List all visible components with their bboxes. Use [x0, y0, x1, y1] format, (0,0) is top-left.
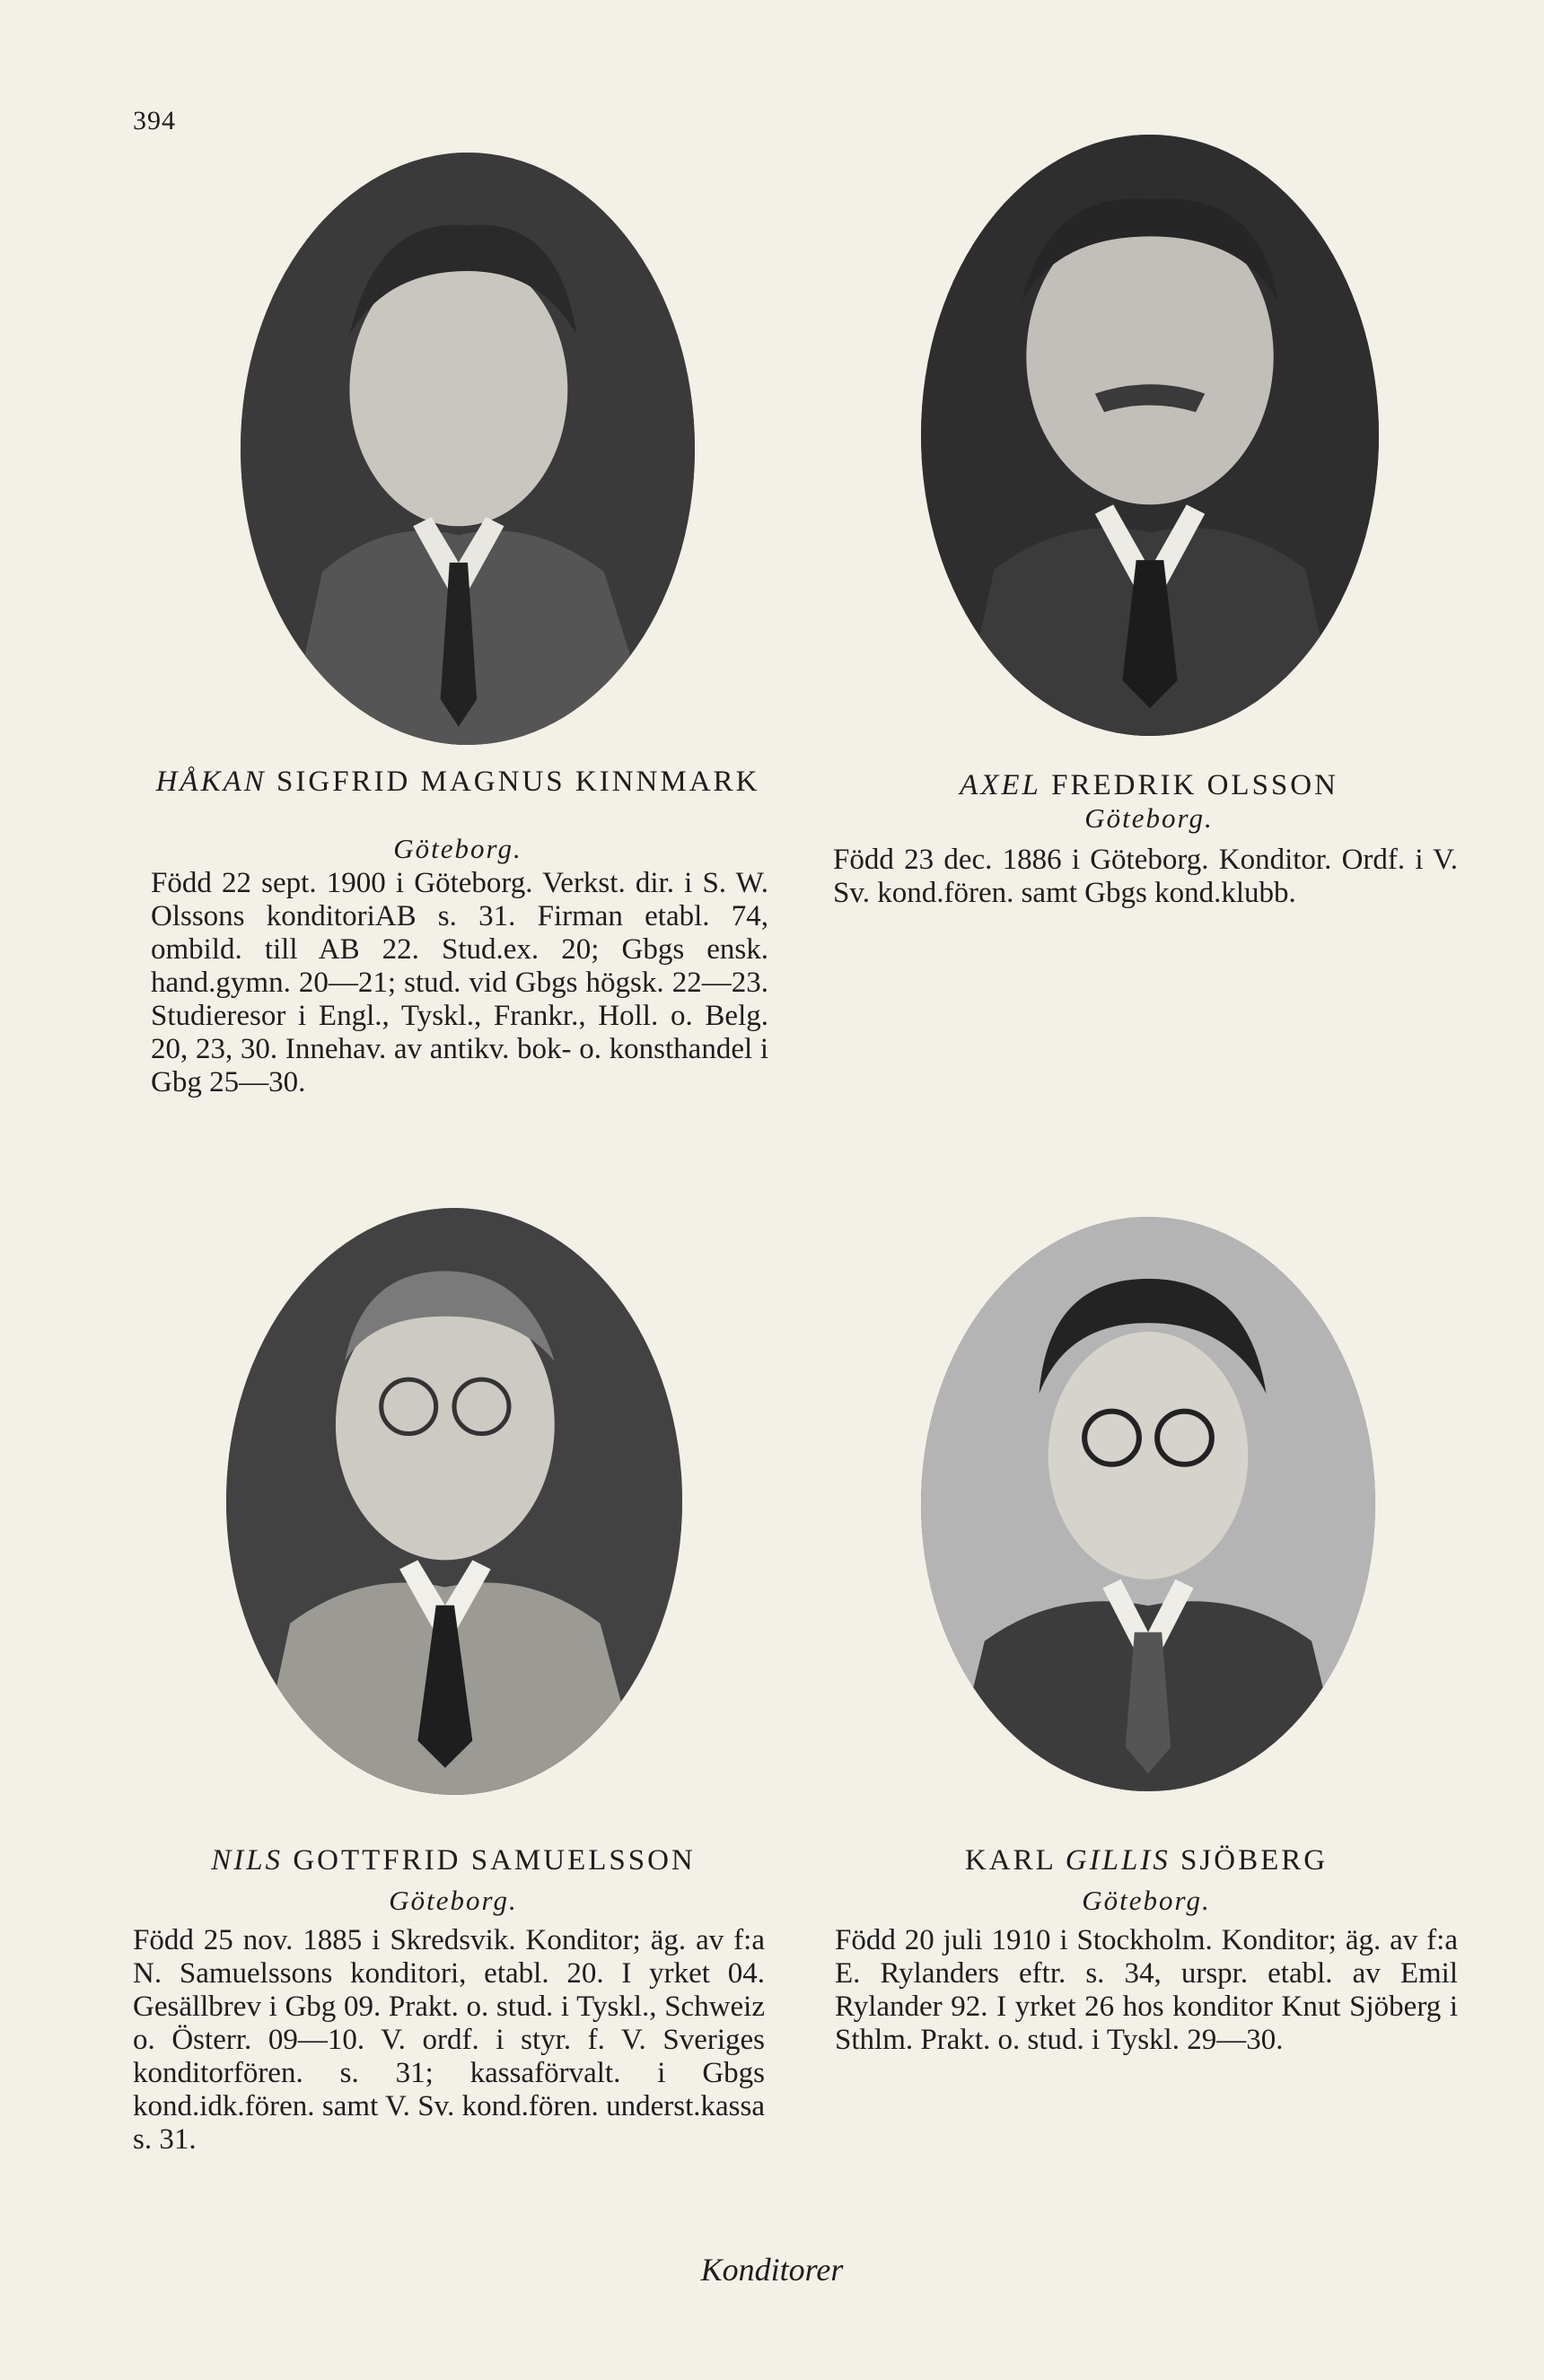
- given-name: AXEL: [960, 769, 1041, 801]
- section-title: Konditorer: [700, 2252, 844, 2288]
- surname: GOTTFRID SAMUELSSON: [293, 1844, 696, 1877]
- given-name: GILLIS: [1065, 1844, 1171, 1877]
- surname: FREDRIK OLSSON: [1051, 769, 1338, 801]
- page-number: 394: [133, 106, 176, 136]
- surname: SIGFRID MAGNUS KINNMARK: [276, 766, 760, 798]
- city: Göteborg.: [389, 1885, 518, 1916]
- biography: Född 23 dec. 1886 i Göteborg. Konditor. Ordf. i V. Sv. kond.fören. samt Gbgs kond.klubb.: [833, 844, 1458, 909]
- city: Göteborg.: [1084, 802, 1214, 834]
- portrait-photo: [226, 1208, 682, 1795]
- biography: Född 20 juli 1910 i Stockholm. Konditor; äg. av f:a E. Rylanders eftr. s. 34, urspr. etabl. av Emil Rylander 92. I yrket 26 hos konditor Knut Sjöberg i Sthlm. Prakt. o. stud. i Tyskl. 29—30.: [835, 1924, 1458, 2056]
- portrait-photo: [241, 153, 695, 745]
- city: Göteborg.: [393, 833, 522, 864]
- biography: Född 25 nov. 1885 i Skredsvik. Konditor; äg. av f:a N. Samuelssons konditori, etabl. 20. I yrket 04. Gesällbrev i Gbg 09. Prakt. o. stud. i Tyskl., Schweiz o. Österr. 09—10. V. ordf. i styr. f. V. Sveriges konditorfören. s. 31; kassaförvalt. i Gbgs kond.idk.fören. samt V. Sv. kond.fören. underst.kassa s. 31.: [133, 1924, 765, 2156]
- portrait-photo: [921, 135, 1379, 736]
- person-name: [835, 768, 1463, 802]
- person-name: [828, 1843, 1465, 1877]
- portrait-photo: [921, 1217, 1375, 1791]
- city: Göteborg.: [1082, 1885, 1211, 1916]
- surname: SJÖBERG: [1180, 1844, 1329, 1877]
- given-name: HÅKAN: [155, 766, 267, 798]
- given-name: NILS: [211, 1844, 284, 1877]
- person-name: [153, 765, 763, 799]
- biography: Född 22 sept. 1900 i Göteborg. Verkst. dir. i S. W. Olssons konditoriAB s. 31. Firman etabl. 74, ombild. till AB 22. Stud.ex. 20; Gbgs ensk. hand.gymn. 20—21; stud. vid Gbgs högsk. 22—23. Studieresor i Engl., Tyskl., Frankr., Holl. o. Belg. 20, 23, 30. Innehav. av antikv. bok- o. konsthandel i Gbg 25—30.: [151, 867, 768, 1098]
- person-name: [135, 1843, 772, 1877]
- first-name: KARL: [964, 1844, 1056, 1877]
